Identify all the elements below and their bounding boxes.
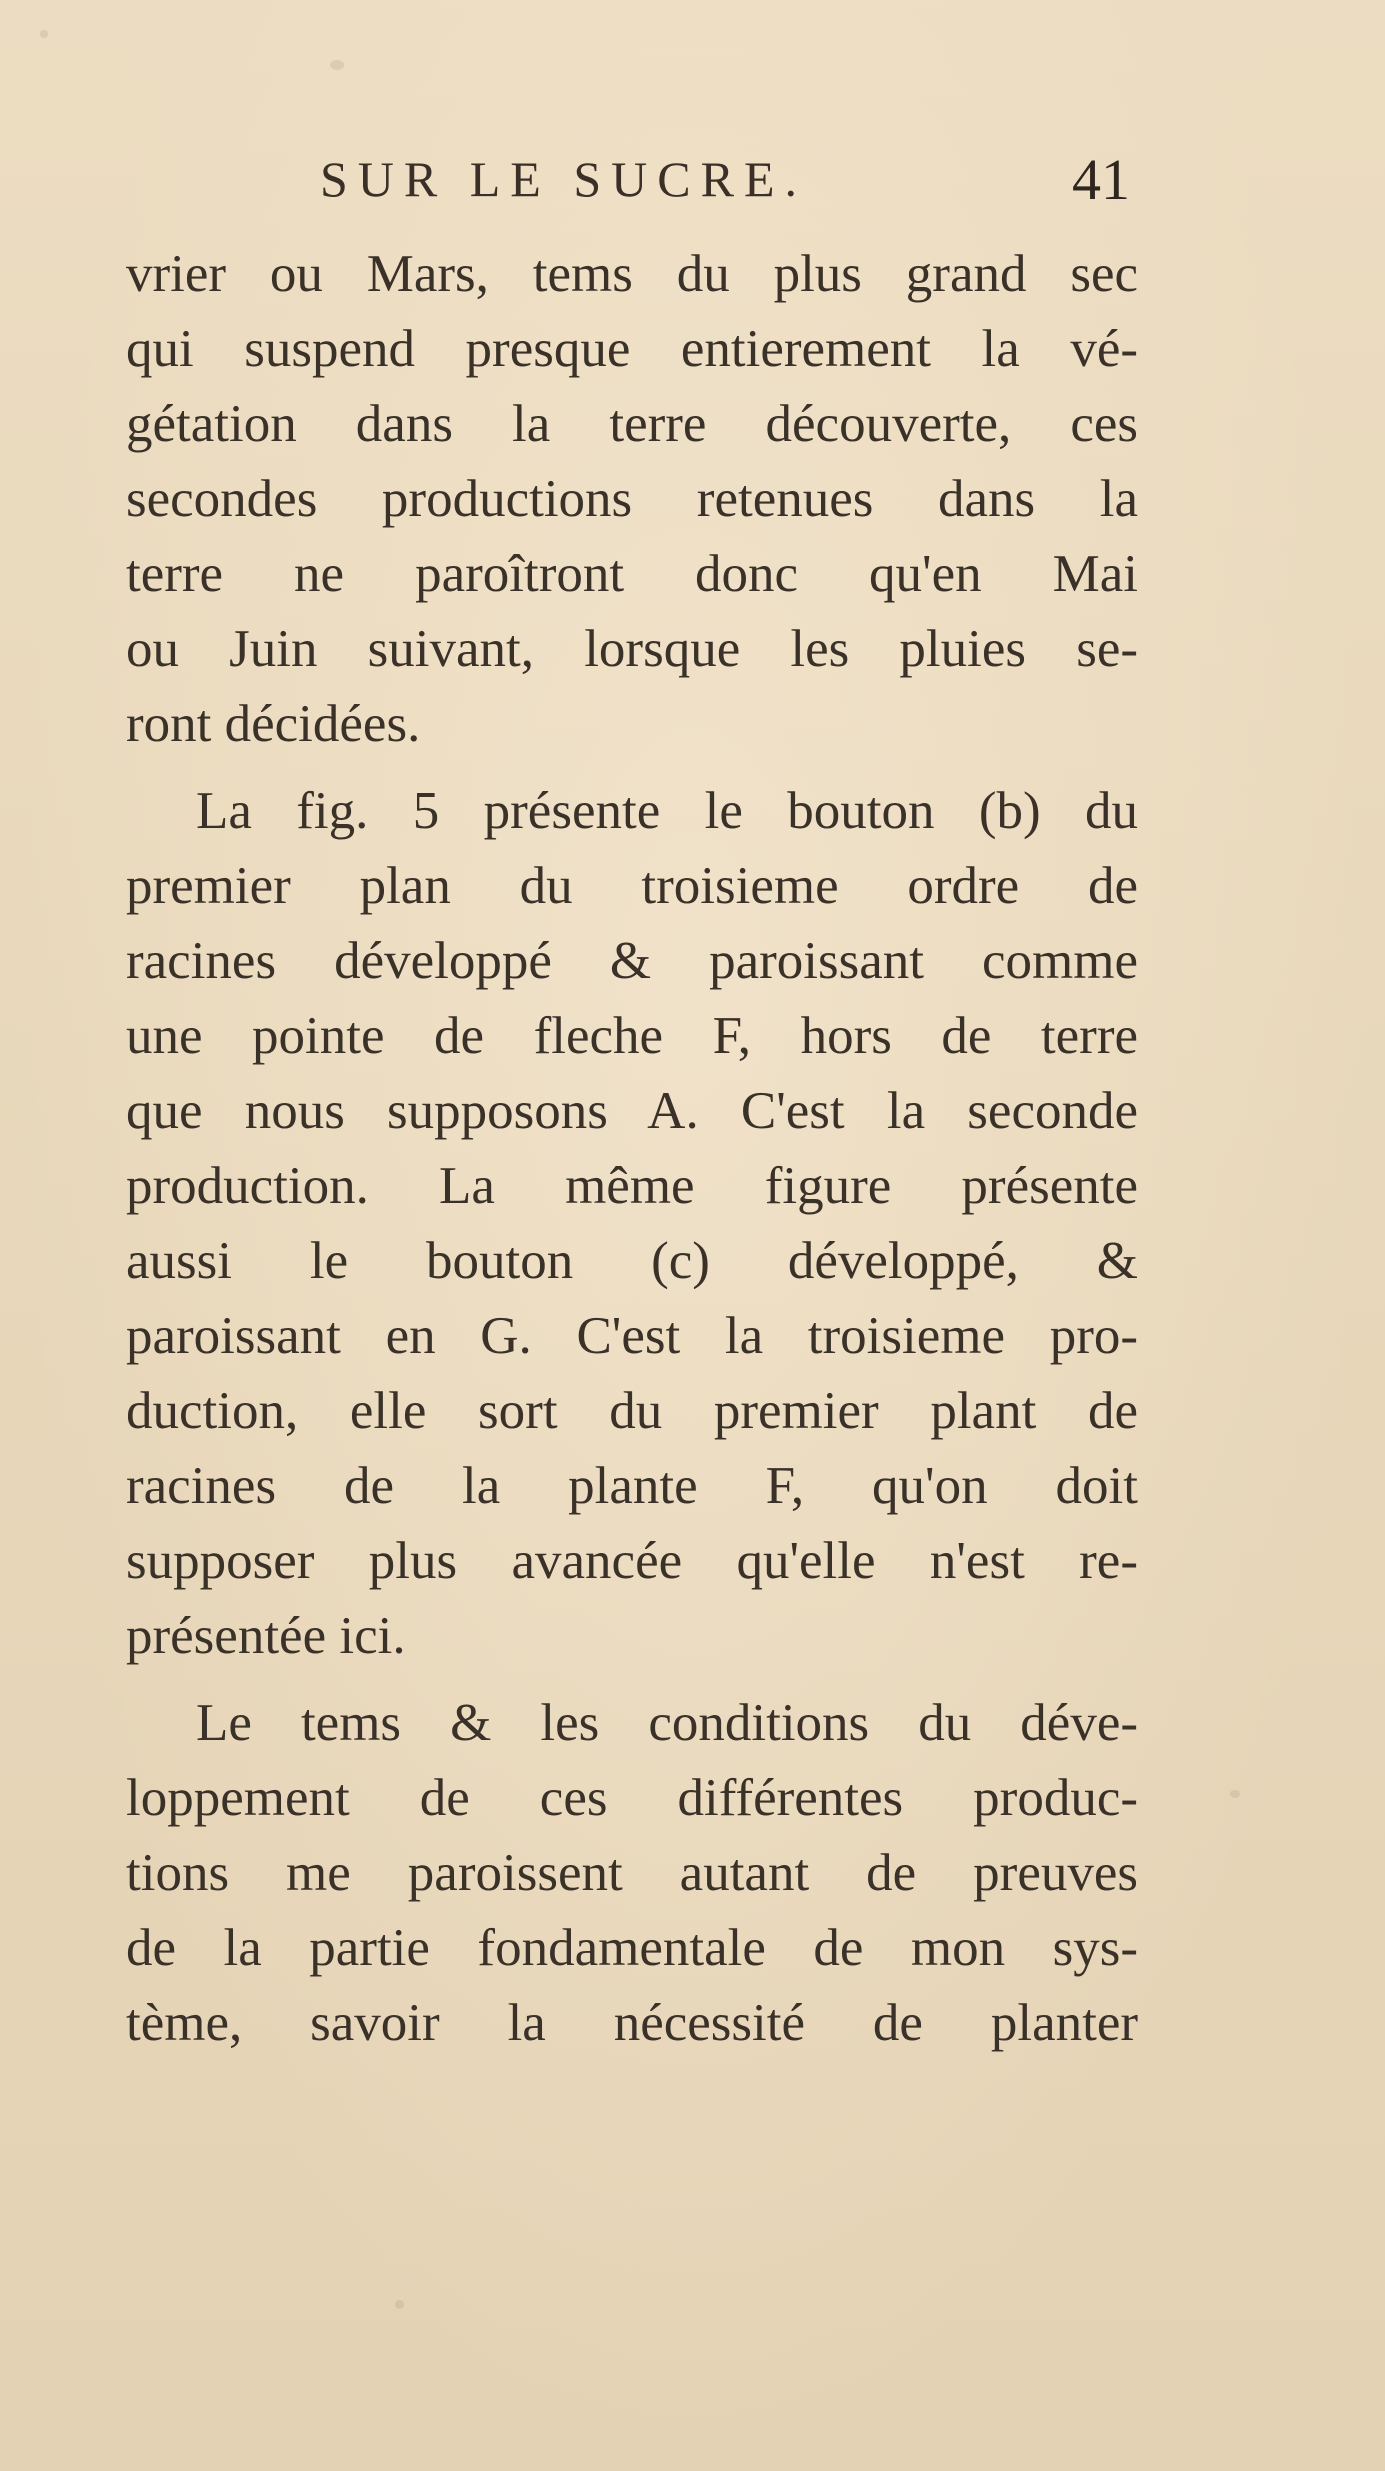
text-line: racines de la plante F, qu'on doit (126, 1457, 1138, 1515)
text-line: Le tems & les conditions du déve- (196, 1694, 1138, 1752)
text-line: secondes productions retenues dans la (126, 470, 1138, 528)
text-line: de la partie fondamentale de mon sys- (126, 1919, 1138, 1977)
body-text (126, 237, 1138, 2061)
text-line: gétation dans la terre découverte, ces (126, 395, 1138, 453)
paragraph (126, 237, 1138, 762)
foxing-spot (1230, 1790, 1240, 1798)
text-line: ou Juin suivant, lorsque les pluies se- (126, 620, 1138, 678)
text-line: que nous supposons A. C'est la seconde (126, 1082, 1138, 1140)
text-line: production. La même figure présente (126, 1157, 1138, 1215)
foxing-spot (330, 60, 344, 70)
text-line: duction, elle sort du premier plant de (126, 1382, 1138, 1440)
page-number: 41 (1072, 147, 1130, 212)
text-line: aussi le bouton (c) développé, & (126, 1232, 1138, 1290)
text-line: premier plan du troisieme ordre de (126, 857, 1138, 915)
running-title: SUR LE SUCRE. (320, 151, 808, 207)
paragraph (126, 774, 1138, 1674)
page-header (130, 147, 1130, 220)
text-line: racines développé & paroissant comme (126, 932, 1138, 990)
paragraph (126, 1686, 1138, 2061)
foxing-spot (40, 30, 48, 38)
text-line: tions me paroissent autant de preuves (126, 1844, 1138, 1902)
text-line: paroissant en G. C'est la troisieme pro- (126, 1307, 1138, 1365)
text-line: une pointe de fleche F, hors de terre (126, 1007, 1138, 1065)
text-line: loppement de ces différentes produc- (126, 1769, 1138, 1827)
text-line: présentée ici. (126, 1607, 406, 1665)
text-line: terre ne paroîtront donc qu'en Mai (126, 545, 1138, 603)
text-line: supposer plus avancée qu'elle n'est re- (126, 1532, 1138, 1590)
text-line: ront décidées. (126, 695, 421, 753)
foxing-spot (395, 2300, 404, 2309)
text-line: La fig. 5 présente le bouton (b) du (196, 782, 1138, 840)
text-line: qui suspend presque entierement la vé- (126, 320, 1138, 378)
text-line: vrier ou Mars, tems du plus grand sec (126, 245, 1138, 303)
text-line: tème, savoir la nécessité de planter (126, 1994, 1138, 2052)
